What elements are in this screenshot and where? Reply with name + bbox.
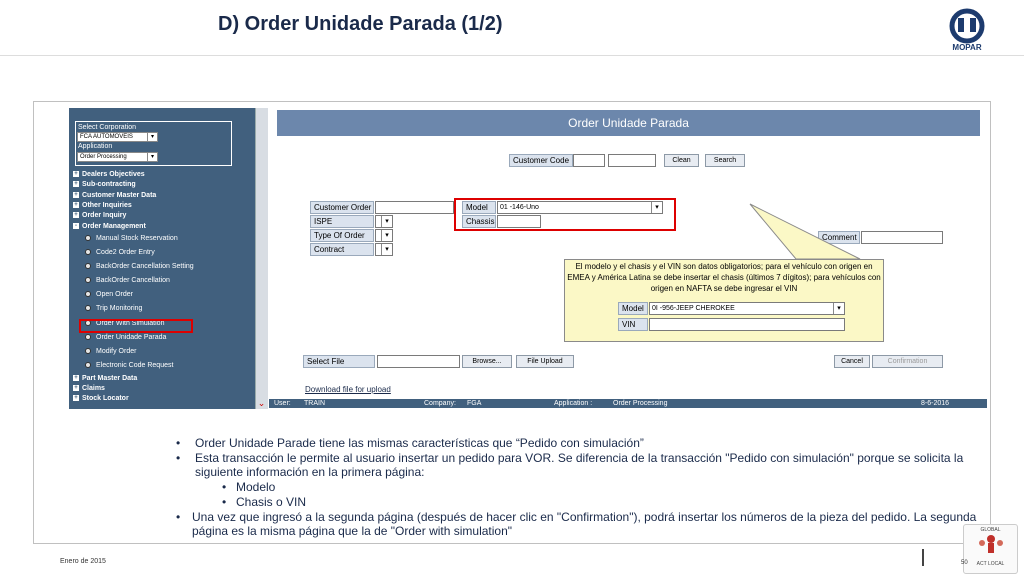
sidebar-subitem-electronic-code-request[interactable]: Electronic Code Request xyxy=(85,362,173,369)
collapse-icon: - xyxy=(75,223,77,230)
badge-bottom-text: ACT LOCAL xyxy=(976,561,1005,567)
bullet-icon xyxy=(85,249,91,255)
bullet-icon xyxy=(85,348,91,354)
sidebar-subitem-manual-stock-reservation[interactable]: Manual Stock Reservation xyxy=(85,235,178,242)
expand-icon: + xyxy=(74,375,78,382)
status-user-value: TRAIN xyxy=(304,400,325,407)
callout-text: El modelo y el chasis y el VIN son datos obligatorios; para el vehículo con origen en EMEA y América Latina se debe insertar el chasis (últimos 7 dígitos); para vehículos con origen en NAFTA se debe ingresar el VIN xyxy=(567,262,881,293)
sidebar-item-other-inquiries[interactable]: + Other Inquiries xyxy=(74,202,132,209)
sidebar-item-stock-locator[interactable]: + Stock Locator xyxy=(74,395,129,402)
callout-vin-input[interactable] xyxy=(649,318,845,331)
svg-text:MOPAR: MOPAR xyxy=(952,43,982,52)
search-button[interactable]: Search xyxy=(705,154,745,167)
bullet-icon xyxy=(85,305,91,311)
global-act-local-badge xyxy=(963,524,1018,574)
sidebar-item-customer-master-data[interactable]: + Customer Master Data xyxy=(74,192,157,199)
sidebar-scrollbar[interactable] xyxy=(255,108,268,409)
file-upload-button[interactable]: File Upload xyxy=(516,355,574,368)
footer-divider xyxy=(922,549,924,566)
bullet-icon xyxy=(85,362,91,368)
contract-select[interactable] xyxy=(375,243,393,256)
sidebar-item-part-master-data[interactable]: + Part Master Data xyxy=(74,375,138,382)
sidebar-subitem-open-order[interactable]: Open Order xyxy=(85,291,133,298)
bullet-icon xyxy=(85,334,91,340)
corporation-label: Select Corporation xyxy=(78,124,136,131)
ispe-select[interactable] xyxy=(375,215,393,228)
chevron-down-icon: ▾ xyxy=(381,216,392,227)
customer-code-input[interactable] xyxy=(573,154,605,167)
chevron-down-icon: ▾ xyxy=(651,202,662,213)
corporation-select[interactable]: FCA AUTOMOVEIS ▾ xyxy=(77,132,158,142)
sidebar-subitem-trip-monitoring[interactable]: Trip Monitoring xyxy=(85,305,142,312)
expand-icon: + xyxy=(74,395,78,402)
application-select[interactable]: Order Processing ▾ xyxy=(77,152,158,162)
callout-model-select[interactable]: 0I -956-JEEP CHEROKEE ▾ xyxy=(649,302,845,315)
browse-button[interactable]: Browse... xyxy=(462,355,512,368)
highlight-order-with-simulation xyxy=(79,319,193,333)
comment-input[interactable] xyxy=(861,231,943,244)
ispe-label: ISPE xyxy=(310,215,374,228)
highlight-model-chassis xyxy=(454,198,676,231)
bullet-text-2: Esta transacción le permite al usuario insertar un pedido para VOR. Se diferencia de la transacción "Pedido con simulación" porque se solicita la siguiente información en la primera página: xyxy=(195,451,964,479)
bullet-icon xyxy=(85,235,91,241)
sidebar-item-sub-contracting[interactable]: + Sub-contracting xyxy=(74,181,136,188)
sidebar-item-dealers-objectives[interactable]: + Dealers Objectives xyxy=(74,171,145,178)
app-header: Order Unidade Parada xyxy=(277,110,980,136)
sidebar-subitem-code2-order-entry[interactable]: Code2 Order Entry xyxy=(85,249,155,256)
bullet-icon xyxy=(85,291,91,297)
bullet-icon: • xyxy=(176,451,181,465)
contract-label: Contract xyxy=(310,243,374,256)
cancel-button[interactable]: Cancel xyxy=(834,355,870,368)
chevron-down-icon: ▾ xyxy=(381,244,392,255)
customer-code-input-2[interactable] xyxy=(608,154,656,167)
bullet-icon: • xyxy=(176,436,181,450)
bullet-text-1: Order Unidade Parade tiene las mismas características que “Pedido con simulación” xyxy=(195,436,644,450)
chevron-down-icon: ▾ xyxy=(147,133,157,141)
expand-icon: + xyxy=(74,212,78,219)
customer-order-label: Customer Order xyxy=(310,201,374,214)
bullet-text-5: Una vez que ingresó a la segunda página (después de hacer clic en "Confirmation"), podrá insertar los números de la pieza del pedido. La segunda página es la misma página que la de "Order with simulation" xyxy=(192,510,977,538)
sidebar-item-order-inquiry[interactable]: + Order Inquiry xyxy=(74,212,127,219)
comment-label: Comment xyxy=(818,231,860,244)
chevron-down-icon: ▾ xyxy=(147,153,157,161)
sidebar-item-order-management[interactable]: - Order Management xyxy=(75,223,146,230)
model-select[interactable]: 01 -146-Uno ▾ xyxy=(497,201,663,214)
file-path-input[interactable] xyxy=(377,355,460,368)
chevron-down-icon: ▾ xyxy=(833,303,844,314)
slide-title: D) Order Unidade Parada (1/2) xyxy=(218,13,503,35)
chevron-down-icon: ▾ xyxy=(381,230,392,241)
sidebar-subitem-order-with-simulation[interactable]: Order With Simulation xyxy=(85,320,164,327)
confirmation-button[interactable]: Confirmation xyxy=(872,355,943,368)
customer-code-label: Customer Code xyxy=(509,154,573,167)
chassis-label: Chassis xyxy=(462,215,496,228)
application-label: Application xyxy=(78,143,113,150)
expand-icon: + xyxy=(74,202,78,209)
sidebar-subitem-backorder-cancellation-setting[interactable]: BackOrder Cancellation Setting xyxy=(85,263,194,270)
scroll-down-icon[interactable]: ⌄ xyxy=(257,398,266,408)
download-file-link[interactable]: Download file for upload xyxy=(305,385,391,394)
select-file-label: Select File xyxy=(303,355,375,368)
sidebar-subitem-backorder-cancellation[interactable]: BackOrder Cancellation xyxy=(85,277,170,284)
badge-top-text: GLOBAL xyxy=(980,527,1001,533)
type-of-order-label: Type Of Order xyxy=(310,229,374,242)
bullet-icon xyxy=(85,263,91,269)
bullet-text-3: Modelo xyxy=(236,480,276,494)
callout-vin-label: VIN xyxy=(618,318,648,331)
page-number: 50 xyxy=(961,560,968,566)
mopar-logo xyxy=(940,8,994,52)
status-date: 8-6-2016 xyxy=(921,400,950,407)
sidebar-item-claims[interactable]: + Claims xyxy=(74,385,105,392)
expand-icon: + xyxy=(74,192,78,199)
expand-icon: + xyxy=(74,181,78,188)
status-company-label: Company: xyxy=(424,400,456,407)
status-company-value: FGA xyxy=(467,400,482,407)
title-divider xyxy=(0,55,1024,56)
expand-icon: + xyxy=(74,385,78,392)
status-application-label: Application : xyxy=(554,400,593,407)
people-icon xyxy=(976,533,1006,559)
customer-order-input[interactable] xyxy=(375,201,454,214)
footer-date: Enero de 2015 xyxy=(60,558,106,565)
bullet-icon xyxy=(85,277,91,283)
callout-model-label: Model xyxy=(618,302,648,315)
type-of-order-select[interactable] xyxy=(375,229,393,242)
sidebar-subitem-order-unidade-parada[interactable]: Order Unidade Parada xyxy=(85,334,166,341)
sidebar-subitem-modify-order[interactable]: Modify Order xyxy=(85,348,136,355)
bullet-text-4: Chasis o VIN xyxy=(236,495,307,509)
bullet-icon: • xyxy=(222,480,227,494)
status-user-label: User: xyxy=(274,400,291,407)
clean-button[interactable]: Clean xyxy=(664,154,699,167)
bullet-icon: • xyxy=(222,495,227,509)
model-label: Model xyxy=(462,201,496,214)
callout-pointer xyxy=(748,202,868,262)
bullet-icon: • xyxy=(176,510,181,524)
status-application-value: Order Processing xyxy=(613,400,668,407)
expand-icon: + xyxy=(74,171,78,178)
